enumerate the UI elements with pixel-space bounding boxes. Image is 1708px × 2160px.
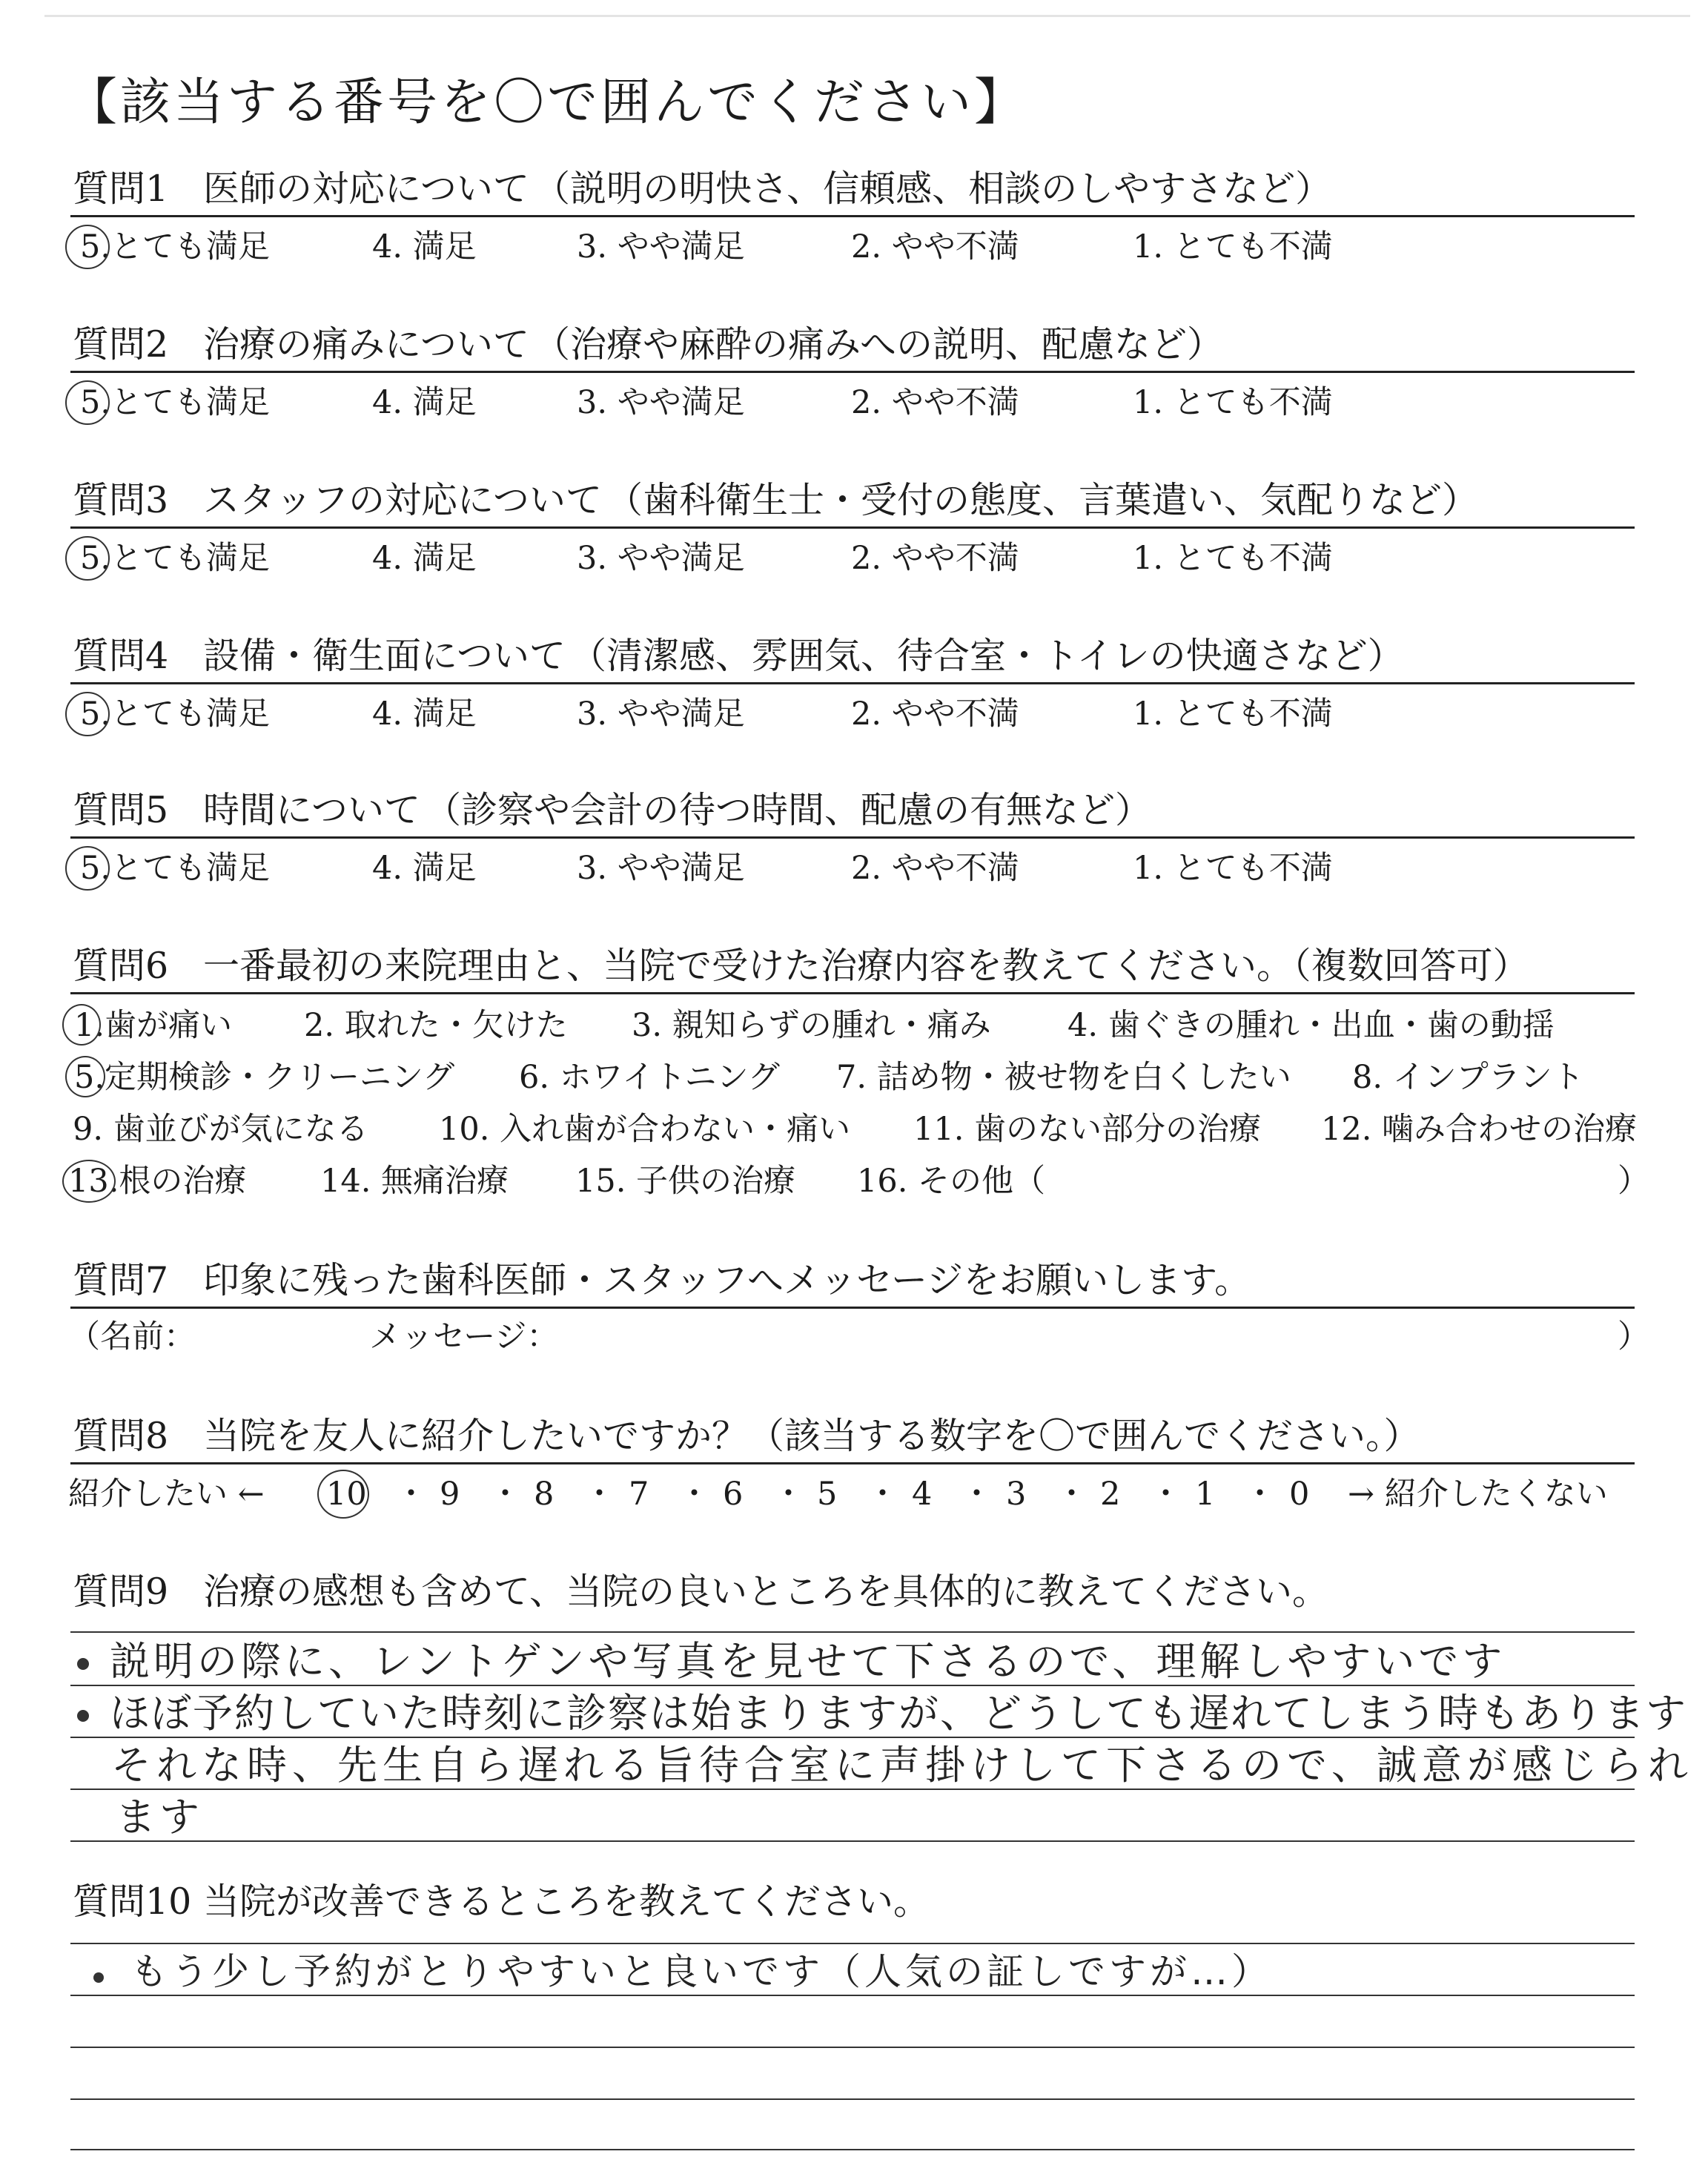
page-heading: 【該当する番号を〇で囲んでください】 [67,73,1028,132]
reason-option-8[interactable]: 8. インプラント [1352,1059,1584,1096]
scale-separator: ・ [583,1476,615,1513]
rating-option-2[interactable]: 2. やや不満 [851,384,1019,421]
question-rule [70,1462,1635,1464]
scale-value-8[interactable]: 8 [534,1476,555,1513]
message-label: メッセージ： [369,1318,559,1355]
rating-option-1[interactable]: 1. とても不満 [1133,228,1333,265]
reason-option-15[interactable]: 15. 子供の治療 [575,1163,796,1200]
selection-circle-mark [65,380,110,425]
scale-separator: ・ [772,1476,804,1513]
close-paren: ） [1618,1163,1649,1200]
rating-option-2[interactable]: 2. やや不満 [851,228,1019,265]
scale-value-9[interactable]: 9 [440,1476,460,1513]
rating-option-4[interactable]: 4. 満足 [372,540,477,577]
reason-option-4[interactable]: 4. 歯ぐきの腫れ・出血・歯の動揺 [1068,1007,1555,1044]
reason-option-14[interactable]: 14. 無痛治療 [320,1163,509,1200]
scale-value-5[interactable]: 5 [817,1476,838,1513]
handwritten-answer-line: もう少し予約がとりやすいと良いです（人気の証しですが…） [130,1950,1272,1993]
reason-option-1[interactable]: 1.歯が痛い [74,1007,233,1044]
reason-option-6[interactable]: 6. ホワイトニング [519,1059,780,1096]
question-title: 質問2 治療の痛みについて （治療や麻酔の痛みへの説明、配慮など） [73,323,1224,366]
rating-option-1[interactable]: 1. とても不満 [1133,696,1333,733]
answer-line [70,1737,1635,1738]
reason-option-9[interactable]: 9. 歯並びが気になる [73,1111,368,1148]
question-rule [70,1307,1635,1309]
rating-option-2[interactable]: 2. やや不満 [851,540,1019,577]
rating-option-5[interactable]: 5.とても満足 [80,228,271,265]
top-divider [44,15,1690,17]
rating-option-3[interactable]: 3. やや満足 [577,228,745,265]
reason-option-10[interactable]: 10. 入れ歯が合わない・痛い [439,1111,851,1148]
scale-left-label: 紹介したい ← [68,1476,265,1513]
question-rule [70,992,1635,994]
rating-option-3[interactable]: 3. やや満足 [577,850,745,887]
answer-line [70,1943,1635,1944]
question-rule [70,526,1635,529]
question-title: 質問4 設備・衛生面について （清潔感、雰囲気、待合室・トイレの快適さなど） [73,635,1404,677]
question-rule [70,215,1635,217]
scale-value-3[interactable]: 3 [1006,1476,1027,1513]
answer-line [70,1631,1635,1633]
question-title: 質問10 当院が改善できるところを教えてください。 [73,1880,930,1923]
rating-option-1[interactable]: 1. とても不満 [1133,540,1333,577]
name-label: （名前： [68,1318,196,1355]
reason-option-2[interactable]: 2. 取れた・欠けた [304,1007,568,1044]
rating-option-3[interactable]: 3. やや満足 [577,696,745,733]
reason-option-5[interactable]: 5.定期検診・クリーニング [74,1059,455,1096]
rating-option-1[interactable]: 1. とても不満 [1133,850,1333,887]
rating-option-5[interactable]: 5.とても満足 [80,540,271,577]
selection-circle-mark [65,846,110,891]
answer-line [70,2098,1635,2100]
question-rule [70,836,1635,839]
scale-separator: ・ [1150,1476,1182,1513]
selection-circle-mark [65,225,110,269]
bullet-icon [93,1972,104,1983]
handwritten-answer-line: 説明の際に、レントゲンや写真を見せて下さるので、理解しやすいです [110,1638,1506,1685]
rating-option-4[interactable]: 4. 満足 [372,696,477,733]
question-title: 質問7 印象に残った歯科医師・スタッフへメッセージをお願いします。 [73,1259,1251,1301]
reason-option-12[interactable]: 12. 噛み合わせの治療 [1321,1111,1638,1148]
answer-line [70,1840,1635,1842]
question-rule [70,371,1635,373]
reason-option-11[interactable]: 11. 歯のない部分の治療 [913,1111,1262,1148]
scale-value-0[interactable]: 0 [1289,1476,1310,1513]
question-title: 質問1 医師の対応について （説明の明快さ、信頼感、相談のしやすさなど） [73,168,1332,210]
scale-value-1[interactable]: 1 [1195,1476,1216,1513]
selection-circle-mark [65,692,110,736]
rating-option-4[interactable]: 4. 満足 [372,228,477,265]
selection-circle-mark [62,1160,116,1203]
rating-option-3[interactable]: 3. やや満足 [577,540,745,577]
scale-separator: ・ [1244,1476,1276,1513]
rating-option-2[interactable]: 2. やや不満 [851,696,1019,733]
scale-separator: ・ [678,1476,710,1513]
answer-line [70,1789,1635,1790]
rating-option-1[interactable]: 1. とても不満 [1133,384,1333,421]
bullet-icon [77,1658,89,1670]
scale-value-2[interactable]: 2 [1100,1476,1121,1513]
reason-option-13[interactable]: 13.根の治療 [68,1163,247,1200]
rating-option-4[interactable]: 4. 満足 [372,850,477,887]
scale-separator: ・ [489,1476,521,1513]
scale-value-6[interactable]: 6 [723,1476,744,1513]
selection-circle-mark [65,536,110,581]
handwritten-answer-line: それな時、先生自ら遅れる旨待合室に声掛けして下さるので、誠意が感じられ [111,1742,1693,1789]
handwritten-answer-line: ます [116,1794,203,1840]
reason-option-7[interactable]: 7. 詰め物・被せ物を白くしたい [836,1059,1291,1096]
reason-option-16[interactable]: 16. その他（ [857,1163,1046,1200]
question-title: 質問6 一番最初の来院理由と、当院で受けた治療内容を教えてください。（複数回答可） [73,945,1529,987]
selection-circle-mark [65,1056,105,1097]
question-title: 質問8 当院を友人に紹介したいですか？（該当する数字を〇で囲んでください。） [73,1415,1420,1457]
scale-value-10[interactable]: 10 [326,1476,367,1513]
scale-separator: ・ [867,1476,898,1513]
answer-line [70,2149,1635,2150]
rating-option-2[interactable]: 2. やや不満 [851,850,1019,887]
answer-line [70,1995,1635,1996]
question-title: 質問5 時間について （診察や会計の待つ時間、配慮の有無など） [73,789,1152,831]
scale-right-label: → 紹介したくない [1348,1476,1608,1513]
handwritten-answer-line: ほぼ予約していた時刻に診察は始まりますが、どうしても遅れてしまう時もあります [110,1690,1687,1737]
scale-value-4[interactable]: 4 [912,1476,933,1513]
rating-option-5[interactable]: 5.とても満足 [80,696,271,733]
answer-line [70,1685,1635,1686]
answer-line [70,2047,1635,2048]
close-paren: ） [1618,1318,1649,1355]
scale-separator: ・ [961,1476,993,1513]
rating-option-5[interactable]: 5.とても満足 [80,850,271,887]
selection-circle-mark [62,1004,101,1046]
question-title: 質問3 スタッフの対応について （歯科衛生士・受付の態度、言葉遣い、気配りなど） [73,479,1479,521]
scale-separator: ・ [395,1476,427,1513]
question-rule [70,682,1635,684]
reason-option-3[interactable]: 3. 親知らずの腫れ・痛み [632,1007,991,1044]
scale-separator: ・ [1056,1476,1088,1513]
rating-option-4[interactable]: 4. 満足 [372,384,477,421]
bullet-icon [77,1710,89,1722]
selection-circle-mark [317,1470,369,1519]
scale-value-7[interactable]: 7 [629,1476,649,1513]
rating-option-5[interactable]: 5.とても満足 [80,384,271,421]
question-title: 質問9 治療の感想も含めて、当院の良いところを具体的に教えてください。 [73,1571,1329,1613]
rating-option-3[interactable]: 3. やや満足 [577,384,745,421]
